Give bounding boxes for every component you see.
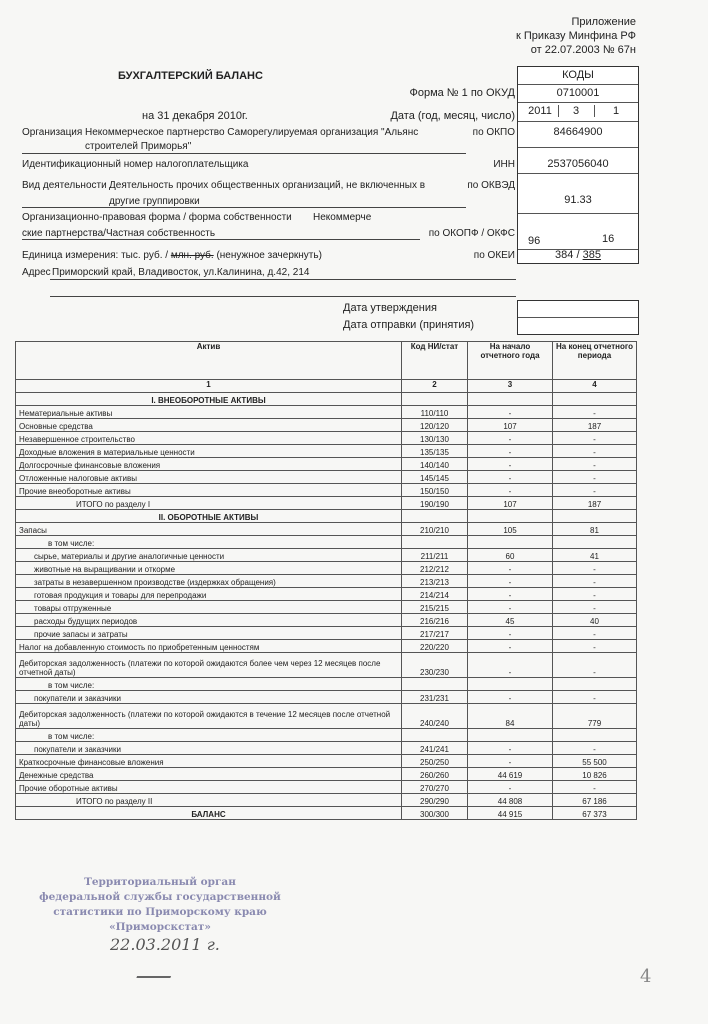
address-underline [50,279,516,280]
row-code: 230/230 [402,653,468,678]
report-date: на 31 декабря 2010г. [142,110,248,122]
row-name: Доходные вложения в материальные ценности [16,445,402,458]
row-code: 270/270 [402,781,468,794]
okei-code-b: 385 [582,249,601,261]
row-code: 216/216 [402,614,468,627]
row-name: Основные средства [16,419,402,432]
col-header-end: На конец отчетного периода [553,342,637,380]
table-row [16,742,637,755]
row-end: - [553,627,637,640]
row-end [553,729,637,742]
table-row [16,588,637,601]
row-code: 241/241 [402,742,468,755]
table-row [16,419,637,432]
row-end: - [553,562,637,575]
row-name: готовая продукция и товары для перепродажи [16,588,402,601]
row-code [402,729,468,742]
col-header-code: Код НИ/стат [402,342,468,380]
table-row [16,768,637,781]
row-code: 140/140 [402,458,468,471]
unit-struck: млн. руб. [170,250,214,261]
col-num: 1 [16,380,402,393]
table-row [16,807,637,820]
unit-label-a: Единица измерения: тыс. руб. / [22,250,169,261]
okopf-label: по ОКОПФ / ОКФС [428,228,515,239]
row-name: Налог на добавленную стоимость по приобретенным ценностям [16,640,402,653]
table-row [16,755,637,768]
row-name: Краткосрочные финансовые вложения [16,755,402,768]
row-start: 44 915 [468,807,553,820]
page-number: 4 [640,966,652,987]
activity-label: Вид деятельности [22,180,107,191]
row-start: 44 619 [468,768,553,781]
row-code: 240/240 [402,704,468,729]
row-end: 41 [553,549,637,562]
row-end: - [553,742,637,755]
row-start: - [468,458,553,471]
row-code: 211/211 [402,549,468,562]
row-start: 107 [468,419,553,432]
row-name: покупатели и заказчики [16,742,402,755]
row-end: - [553,781,637,794]
row-start: - [468,575,553,588]
statistics-stamp [35,875,285,935]
form-label: Форма № 1 по ОКУД [409,87,515,99]
row-start: - [468,781,553,794]
address-label: Адрес [22,267,51,278]
okei-code [518,249,638,261]
stamp-line: Территориальный орган [84,876,236,888]
row-name: затраты в незавершенном производстве (издержках обращения) [16,575,402,588]
row-name: БАЛАНС [16,807,402,820]
inn-label: ИНН [493,159,515,170]
sending-label: Дата отправки (принятия) [343,319,475,331]
row-name: животные на выращивании и откорме [16,562,402,575]
row-end: 40 [553,614,637,627]
row-start: - [468,406,553,419]
row-start: - [468,742,553,755]
row-name: в том числе: [16,729,402,742]
row-start [468,536,553,549]
legal-form-label: Организационно-правовая форма / форма собственности [22,212,292,223]
table-row [16,497,637,510]
appendix-line: Приложение [571,16,636,28]
row-start [468,678,553,691]
table-header [16,342,637,380]
col-num: 2 [402,380,468,393]
row-name: в том числе: [16,678,402,691]
row-end: - [553,445,637,458]
row-end: - [553,458,637,471]
legal-form-text: Некоммерче [313,212,372,223]
okved-code: 91.33 [518,173,638,214]
org-name: Некоммерческое партнерство Саморегулируемая организация "Альянс [85,127,419,138]
row-end: - [553,601,637,614]
row-end: - [553,653,637,678]
date-day: 1 [612,105,620,117]
row-start: - [468,691,553,704]
legal-form-underline [22,239,420,240]
row-name: расходы будущих периодов [16,614,402,627]
row-end: - [553,432,637,445]
okud-code: 0710001 [518,84,638,103]
section-row [16,510,637,523]
row-name: Прочие внеоборотные активы [16,484,402,497]
row-name: Запасы [16,523,402,536]
okfs-code: 16 [602,233,615,245]
row-code: 220/220 [402,640,468,653]
row-name: Денежные средства [16,768,402,781]
okpo-code: 84664900 [518,121,638,148]
row-end: - [553,640,637,653]
row-code: 210/210 [402,523,468,536]
row-start: - [468,601,553,614]
table-row [16,458,637,471]
row-name: прочие запасы и затраты [16,627,402,640]
row-start: - [468,588,553,601]
row-end: - [553,691,637,704]
table-row [16,445,637,458]
codes-label: КОДЫ [518,67,638,85]
row-code: 290/290 [402,794,468,807]
row-start: 60 [468,549,553,562]
row-end: 67 373 [553,807,637,820]
unit-label-b: (ненужное зачеркнуть) [216,250,322,261]
table-row [16,432,637,445]
table-row [16,536,637,549]
okpo-label: по ОКПО [472,127,515,138]
row-code: 135/135 [402,445,468,458]
row-start: - [468,755,553,768]
row-end: 187 [553,419,637,432]
row-end: 10 826 [553,768,637,781]
row-code: 217/217 [402,627,468,640]
row-code [402,536,468,549]
row-end: 779 [553,704,637,729]
table-row [16,406,637,419]
row-code: 145/145 [402,471,468,484]
row-start: - [468,445,553,458]
stamp-line: статистики по Приморскому краю [53,906,267,918]
row-end: 67 186 [553,794,637,807]
okei-label: по ОКЕИ [473,250,515,261]
row-name: Прочие оборотные активы [16,781,402,794]
row-name: Дебиторская задолженность (платежи по которой ожидаются в течение 12 месяцев после отчетной даты) [16,704,402,729]
inn-code: 2537056040 [518,147,638,174]
row-start: 45 [468,614,553,627]
row-name: Дебиторская задолженность (платежи по которой ожидаются более чем через 12 месяцев после отчетной даты) [16,653,402,678]
okopf-code: 96 [528,235,541,247]
section-title: I. ВНЕОБОРОТНЫЕ АКТИВЫ [16,393,402,406]
address-underline-2 [50,296,516,297]
table-row [16,575,637,588]
date-label: Дата (год, месяц, число) [390,110,515,122]
activity-underline [22,207,466,208]
stamp-line: «Приморскстат» [109,921,211,933]
row-name: ИТОГО по разделу II [16,794,402,807]
row-name: Незавершенное строительство [16,432,402,445]
balance-table [15,341,637,820]
row-name: сырье, материалы и другие аналогичные ценности [16,549,402,562]
row-code: 231/231 [402,691,468,704]
col-header-asset: Актив [16,342,402,380]
row-code: 190/190 [402,497,468,510]
okopf-cells [518,213,638,250]
row-end: 81 [553,523,637,536]
table-row [16,549,637,562]
row-end: - [553,406,637,419]
table-row [16,704,637,729]
row-name: ИТОГО по разделу I [16,497,402,510]
row-start: - [468,432,553,445]
table-row [16,471,637,484]
address-text: Приморский край, Владивосток, ул.Калинина, д.42, 214 [52,267,310,278]
row-name: покупатели и заказчики [16,691,402,704]
activity-text-cont: другие группировки [109,196,200,207]
table-row [16,523,637,536]
section-row [16,393,637,406]
row-end: - [553,471,637,484]
row-code: 260/260 [402,768,468,781]
row-name: Долгосрочные финансовые вложения [16,458,402,471]
date-month: 3 [558,105,595,117]
legal-form-text-cont: ские партнерства/Частная собственность [22,228,216,239]
row-end: - [553,588,637,601]
row-start [468,729,553,742]
doc-title: БУХГАЛТЕРСКИЙ БАЛАНС [118,70,263,82]
signature [136,958,177,978]
okved-label: по ОКВЭД [467,180,515,191]
row-name: товары отгруженные [16,601,402,614]
table-row [16,562,637,575]
inn-label-left: Идентификационный номер налогоплательщика [22,159,249,170]
row-end: - [553,575,637,588]
org-underline [22,153,466,154]
row-end: 55 500 [553,755,637,768]
stamp-line: федеральной службы государственной [39,891,281,903]
row-code: 250/250 [402,755,468,768]
date-cells [518,102,638,122]
codes-box [517,66,639,264]
row-end [553,536,637,549]
row-end [553,678,637,691]
row-start: - [468,653,553,678]
row-start: 84 [468,704,553,729]
approval-label: Дата утверждения [343,302,437,314]
row-code: 130/130 [402,432,468,445]
table-row [16,640,637,653]
row-code: 120/120 [402,419,468,432]
org-name-cont: строителей Приморья" [85,141,192,152]
table-row [16,601,637,614]
appendix-note [516,15,636,57]
row-code: 213/213 [402,575,468,588]
row-start: - [468,640,553,653]
handwritten-date: 22.03.2011 г. [110,935,220,954]
row-name: в том числе: [16,536,402,549]
row-start: 44 808 [468,794,553,807]
col-num: 3 [468,380,553,393]
row-name: Нематериальные активы [16,406,402,419]
row-code: 212/212 [402,562,468,575]
appendix-line: к Приказу Минфина РФ [516,30,636,42]
okei-code-a: 384 / [555,249,580,261]
table-row [16,653,637,678]
section-title: II. ОБОРОТНЫЕ АКТИВЫ [16,510,402,523]
row-code: 215/215 [402,601,468,614]
row-code: 300/300 [402,807,468,820]
table-row [16,691,637,704]
row-start: - [468,627,553,640]
row-name: Отложенные налоговые активы [16,471,402,484]
table-row [16,794,637,807]
row-code: 214/214 [402,588,468,601]
row-start: - [468,484,553,497]
row-start: - [468,471,553,484]
table-row [16,781,637,794]
row-start: 107 [468,497,553,510]
row-start: 105 [468,523,553,536]
approval-box [517,300,639,335]
table-row [16,729,637,742]
activity-text: Деятельность прочих общественных организаций, не включенных в [109,180,426,191]
col-header-start: На начало отчетного года [468,342,553,380]
row-end: 187 [553,497,637,510]
table-row [16,484,637,497]
table-row [16,614,637,627]
unit-label [22,250,322,261]
row-code: 150/150 [402,484,468,497]
row-code [402,678,468,691]
row-end: - [553,484,637,497]
col-num: 4 [553,380,637,393]
org-label: Организация [22,127,83,138]
row-code: 110/110 [402,406,468,419]
date-year: 2011 [522,105,559,117]
col-numbers [16,380,637,393]
row-start: - [468,562,553,575]
table-row [16,678,637,691]
appendix-line: от 22.07.2003 № 67н [530,44,636,56]
table-row [16,627,637,640]
